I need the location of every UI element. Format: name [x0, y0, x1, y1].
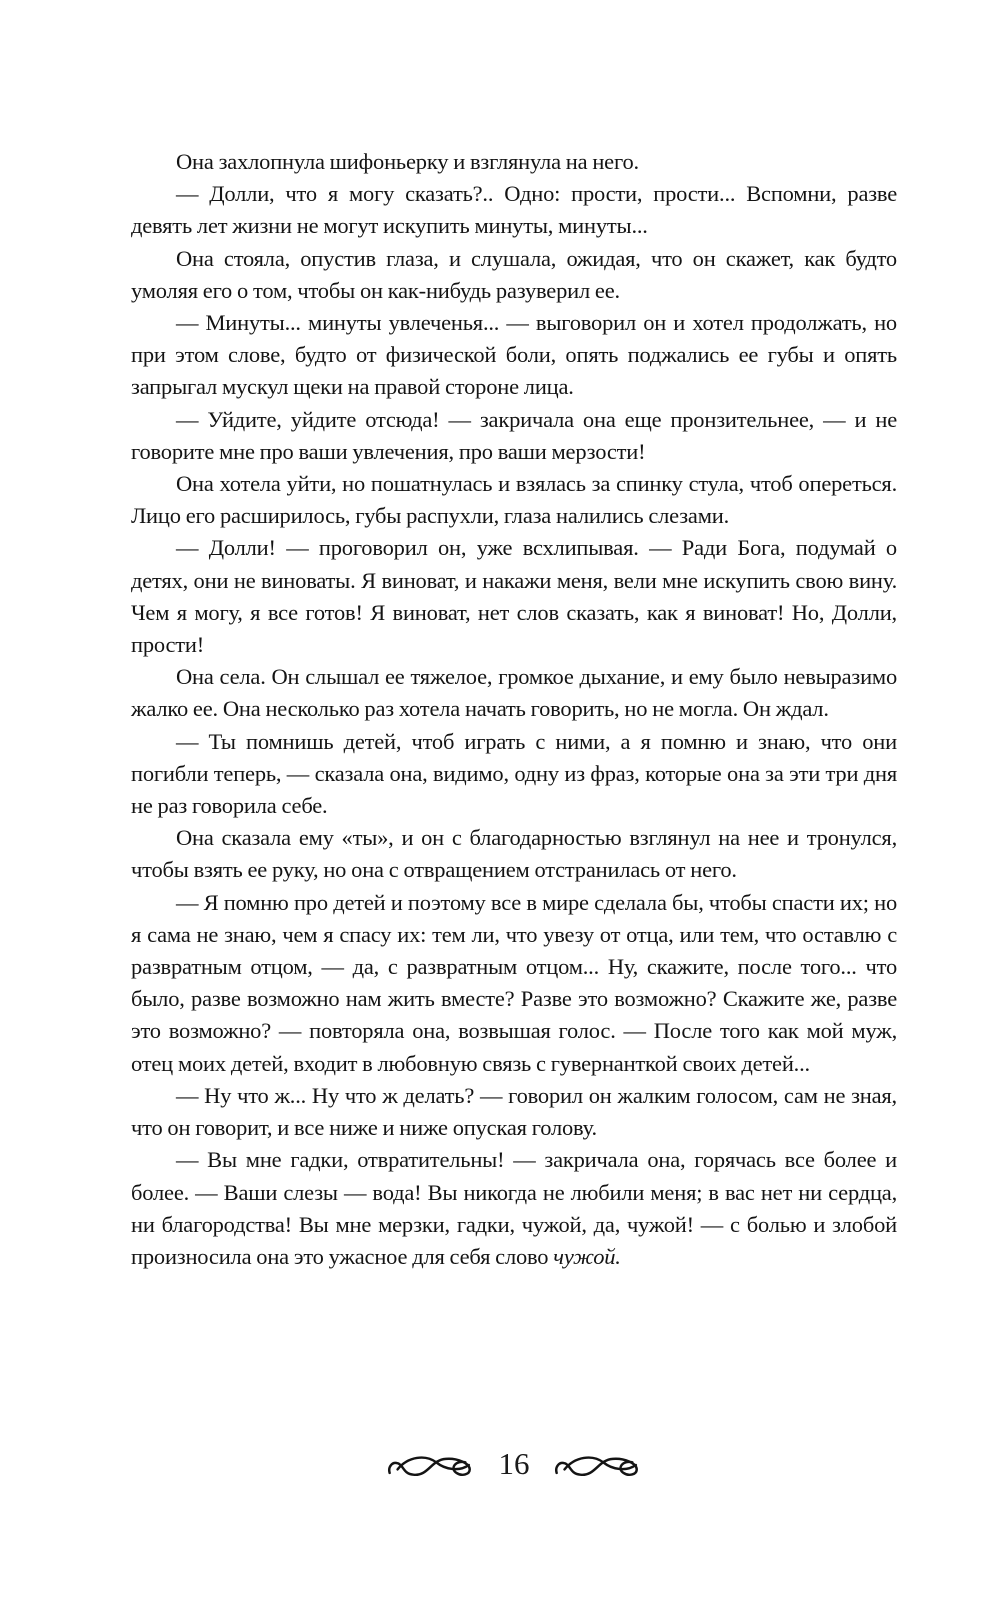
page-footer	[131, 1436, 897, 1494]
page-text	[131, 146, 897, 1273]
flourish-ornament-icon	[554, 1448, 642, 1482]
paragraph: Она села. Он слышал ее тяжелое, громкое дыхание, и ему было невыразимо жалко ее. Она несколько раз хотела начать говорить, но не могла. Он ждал.	[131, 664, 897, 722]
paragraph: — Уйдите, уйдите отсюда! — закричала она еще пронзительнее, — и не говорите мне про ваши увлечения, про ваши мерзости!	[131, 406, 897, 464]
paragraph: Она стояла, опустив глаза, и слушала, ожидая, что он скажет, как будто умоляя его о том, чтобы он как-нибудь разуверил ее.	[131, 245, 897, 303]
paragraph: — Ты помнишь детей, чтоб играть с ними, а я помню и знаю, что они погибли теперь, — сказала она, видимо, одну из фраз, которые она за эти три дня не раз говорила себе.	[131, 728, 897, 819]
italic-word: чужой.	[553, 1243, 621, 1269]
page-number: 16	[498, 1445, 530, 1481]
paragraph: — Ну что ж... Ну что ж делать? — говорил он жалким голосом, сам не зная, что он говорит, и все ниже и ниже опуская голову.	[131, 1082, 897, 1141]
flourish-ornament-icon	[387, 1448, 475, 1482]
paragraph-text: — Вы мне гадки, отвратительны! — закричала она, горячась все более и более. — Ваши слезы — вода! Вы никогда не любили меня; в вас нет ни сердца, ни благородства! Вы мне мерзки, гадки, чужой, да, чужой! — с болью и злобой произносила она это ужасное для себя слово	[131, 1147, 897, 1269]
paragraph: — Минуты... минуты увлеченья... — выговорил он и хотел продолжать, но при этом слове, будто от физической боли, опять поджались ее губы и опять запрыгал мускул щеки на правой стороне лица.	[131, 310, 897, 400]
paragraph: Она захлопнула шифоньерку и взглянула на него.	[176, 149, 639, 174]
paragraph: — Я помню про детей и поэтому все в мире сделала бы, чтобы спасти их; но я сама не знаю, чем я спасу их: тем ли, что увезу от отца, или тем, что оставлю с развратным отцом, — да, с развратным отцом... Ну, скажите, после того... что было, разве возможно нам жить вместе? Разве это возможно? Скажите же, разве это возможно? — повторяла она, возвышая голос. — После того как мой муж, отец моих детей, входит в любовную связь с гувернанткой своих детей...	[131, 889, 897, 1076]
paragraph: Она сказала ему «ты», и он с благодарностью взглянул на нее и тронулся, чтобы взять ее руку, но она с отвращением отстранилась от него.	[131, 825, 897, 883]
paragraph	[131, 1144, 897, 1273]
paragraph: — Долли, что я могу сказать?.. Одно: прости, прости... Вспомни, разве девять лет жизни не могут искупить минуты, минуты...	[131, 181, 897, 239]
paragraph: — Долли! — проговорил он, уже всхлипывая. — Ради Бога, подумай о детях, они не виноваты. Я виноват, и накажи меня, вели мне искупить свою вину. Чем я могу, я все готов! Я виноват, нет слов сказать, как я виноват! Но, Долли, прости!	[131, 535, 897, 658]
paragraph: Она хотела уйти, но пошатнулась и взялась за спинку стула, чтоб опереться. Лицо его расширилось, губы распухли, глаза налились слезами.	[131, 471, 897, 529]
